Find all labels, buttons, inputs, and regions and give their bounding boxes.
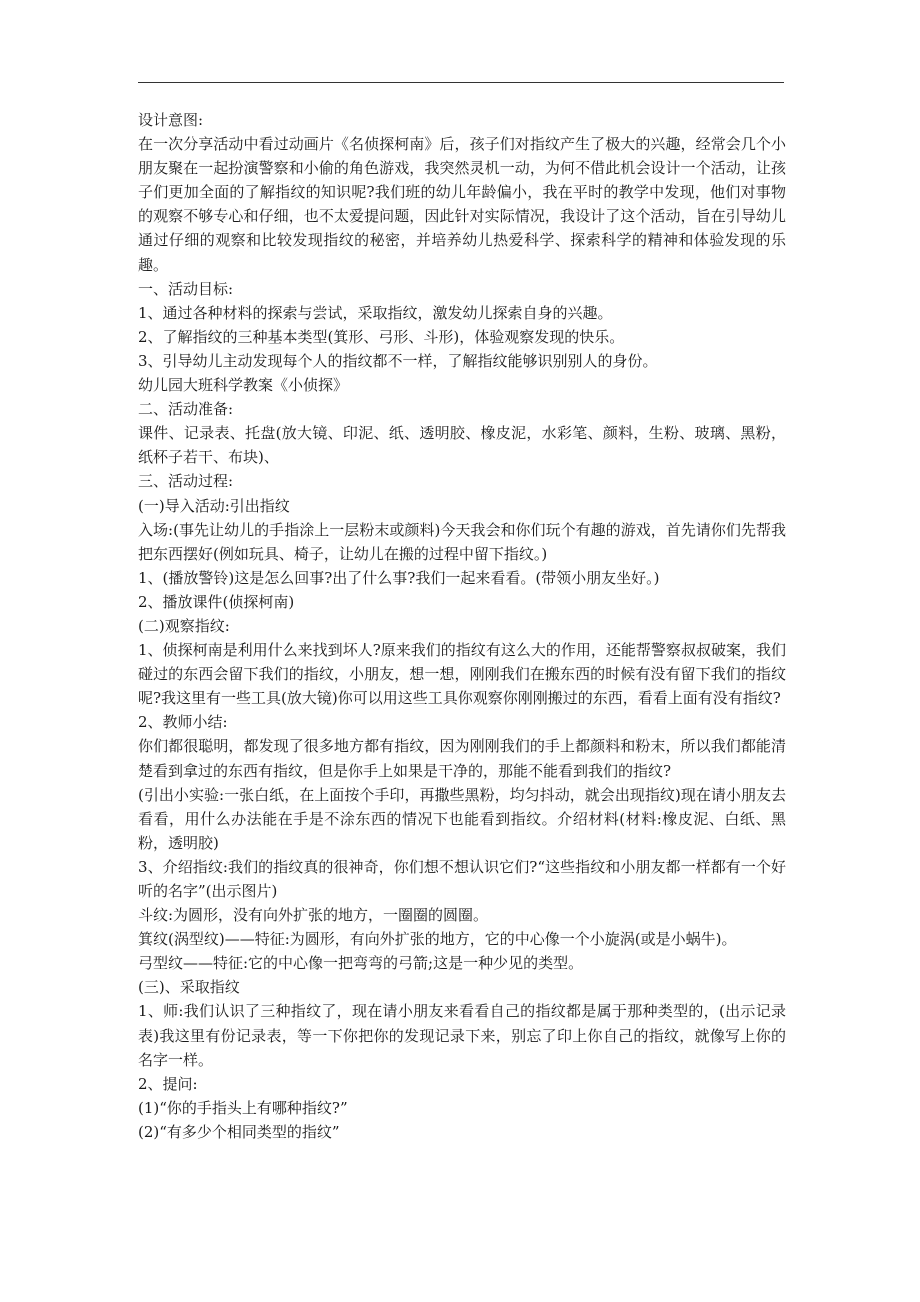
preparation-materials: 课件、记录表、托盘(放大镜、印泥、纸、透明胶、橡皮泥，水彩笔、颜料，生粉、玻璃、黑粉，纸杯子若干、布块)、	[138, 424, 786, 467]
heading-goals: 一、活动目标:	[138, 279, 234, 298]
goal-item-3: 3、引导幼儿主动发现每个人的指纹都不一样，了解指纹能够识别别人的身份。	[138, 351, 658, 370]
goal-item-1: 1、通过各种材料的探索与尝试，采取指纹，激发幼儿探索自身的兴趣。	[138, 303, 613, 322]
paragraph-intro: 在一次分享活动中看过动画片《名侦探柯南》后，孩子们对指纹产生了极大的兴趣，经常会几个小朋友聚在一起扮演警察和小偷的角色游戏，我突然灵机一动，为何不借此机会设计一个活动，让孩子们更加全面的了解指纹的知识呢?我们班的幼儿年龄偏小，我在平时的教学中发现，他们对事物的观察不够专心和仔细，也不太爱提问题，因此针对实际情况，我设计了这个活动，旨在引导幼儿通过仔细的观察和比较发现指纹的秘密，并培养幼儿热爱科学、探索科学的精神和体验发现的乐趣。	[138, 135, 786, 274]
goal-item-2: 2、了解指纹的三种基本类型(箕形、弓形、斗形)，体验观察发现的快乐。	[138, 327, 625, 346]
subheading-collect: (三)、采取指纹	[138, 978, 240, 997]
question-2: (2)“有多少个相同类型的指纹”	[138, 1122, 340, 1141]
paragraph-entry: 入场:(事先让幼儿的手指涂上一层粉末或颜料)今天我会和你们玩个有趣的游戏，首先请你们先帮我把东西摆好(例如玩具、椅子，让幼儿在搬的过程中留下指纹。)	[138, 520, 786, 563]
type-arch: 弓型纹——特征:它的中心像一把弯弯的弓箭;这是一种少见的类型。	[138, 954, 584, 973]
heading-design-intent: 设计意图:	[138, 111, 204, 129]
step-alarm: 1、(播放警铃)这是怎么回事?出了什么事?我们一起来看看。(带领小朋友坐好。)	[138, 568, 660, 587]
step-courseware: 2、播放课件(侦探柯南)	[138, 592, 295, 611]
subheading-observe: (二)观察指纹:	[138, 616, 230, 635]
type-loop: 箕纹(涡型纹)——特征:为圆形，有向外扩张的地方，它的中心像一个小旋涡(或是小蜗牛)。	[138, 930, 737, 949]
header-rule	[138, 82, 784, 83]
step-collect-1: 1、师:我们认识了三种指纹了，现在请小朋友来看看自己的指纹都是属于那种类型的，(出示记录表)我这里有份记录表，等一下你把你的发现记录下来，别忘了印上你自己的指纹，就像写上你的名字一样。	[138, 1002, 786, 1069]
step-observe-1: 1、侦探柯南是利用什么来找到坏人?原来我们的指纹有这么大的作用，还能帮警察叔叔破案，我们碰过的东西会留下我们的指纹，小朋友，想一想，刚刚我们在搬东西的时候有没有留下我们的指纹呢?我这里有一些工具(放大镜)你可以用这些工具你观察你刚刚搬过的东西，看看上面有没有指纹?	[138, 641, 786, 708]
paragraph-summary: 你们都很聪明，都发现了很多地方都有指纹，因为刚刚我们的手上都颜料和粉末，所以我们都能清楚看到拿过的东西有指纹，但是你手上如果是干净的，那能不能看到我们的指纹?	[138, 737, 786, 780]
step-questions: 2、提问:	[138, 1074, 198, 1093]
paragraph-experiment: (引出小实验:一张白纸，在上面按个手印，再撒些黑粉，均匀抖动，就会出现指纹)现在请小朋友去看看，用什么办法能在手是不涂东西的情况下也能看到指纹。介绍材料(材料:橡皮泥、白纸、黑粉，透明胶)	[138, 785, 786, 852]
lesson-title: 幼儿园大班科学教案《小侦探》	[138, 376, 349, 395]
subheading-intro-activity: (一)导入活动:引出指纹	[138, 496, 290, 515]
heading-process: 三、活动过程:	[138, 472, 234, 491]
document-body	[138, 108, 786, 1144]
type-whorl: 斗纹:为圆形，没有向外扩张的地方，一圈圈的圆圈。	[138, 906, 489, 925]
question-1: (1)“你的手指头上有哪种指纹?”	[138, 1098, 348, 1117]
step-teacher-summary: 2、教师小结:	[138, 713, 228, 732]
heading-preparation: 二、活动准备:	[138, 400, 234, 419]
step-introduce-fingerprints: 3、介绍指纹:我们的指纹真的很神奇，你们想不想认识它们?“这些指纹和小朋友都一样都有一个好听的名字”(出示图片)	[138, 857, 786, 900]
